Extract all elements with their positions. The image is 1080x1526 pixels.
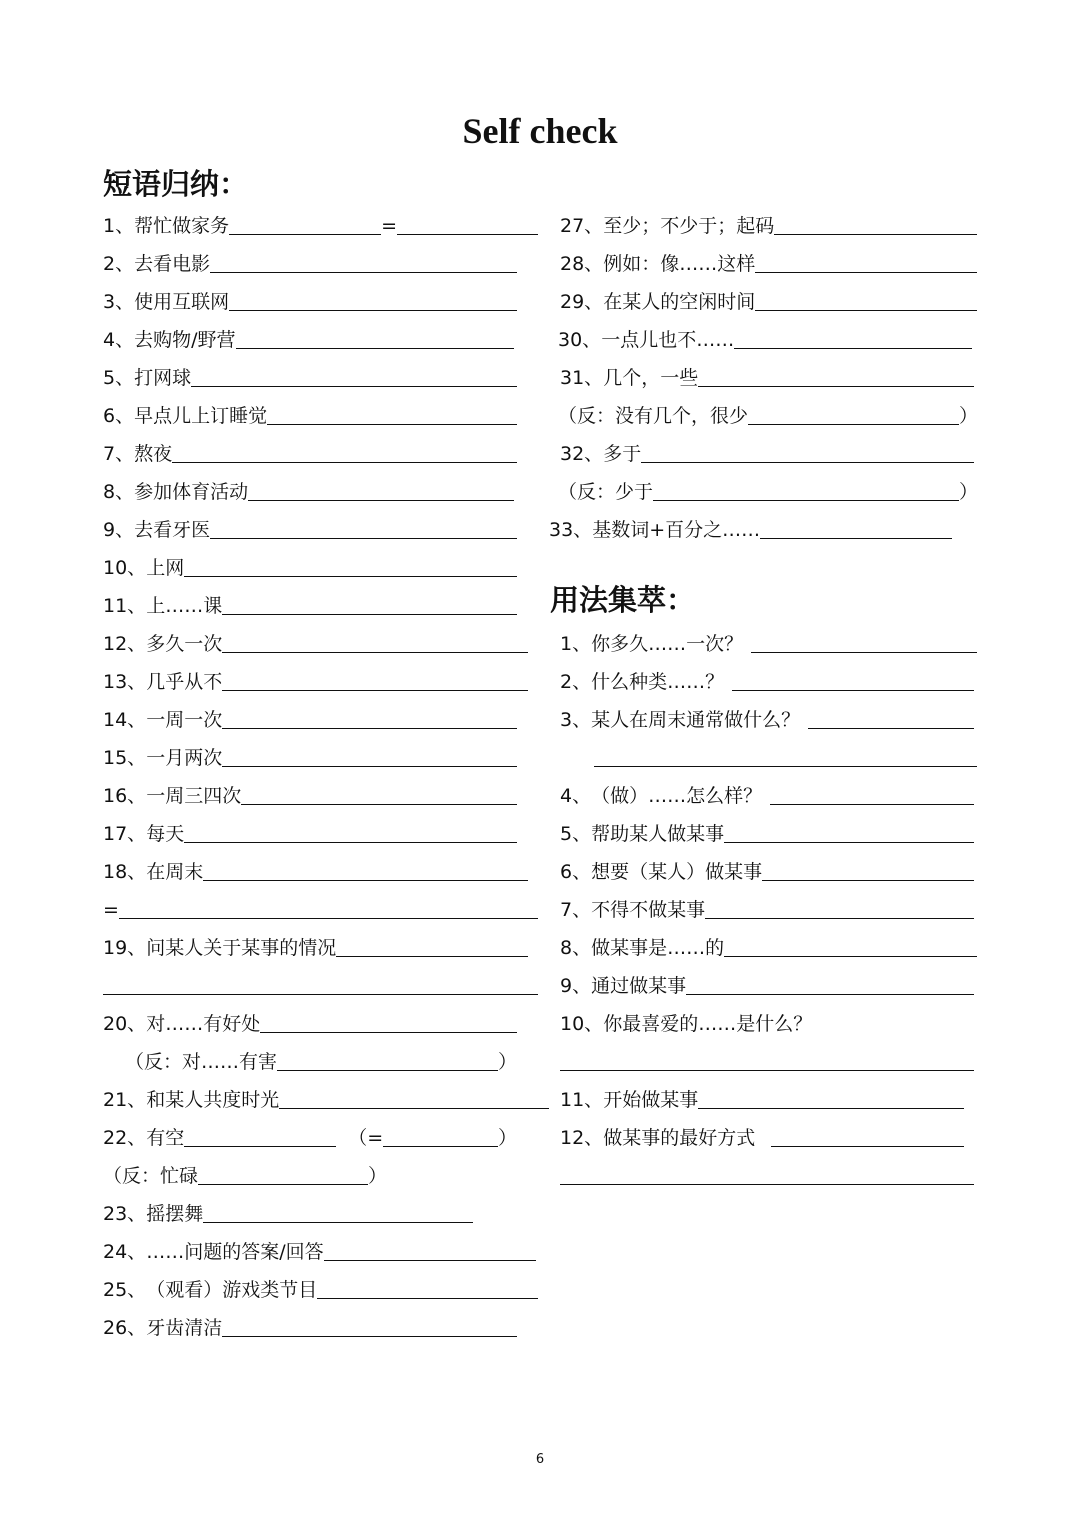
- item-number: 25、: [103, 1279, 147, 1301]
- answer-blank[interactable]: [229, 233, 381, 235]
- answer-blank[interactable]: [184, 575, 517, 577]
- phrase-item-19-continuation: [103, 958, 538, 996]
- phrase-item-32: [560, 426, 974, 464]
- item-number: 28、: [560, 253, 604, 275]
- item-text: （反：没有几个，很少: [558, 405, 749, 427]
- phrase-item-23: [103, 1186, 473, 1224]
- item-text: 每天: [146, 823, 185, 845]
- item-text: 几个，一些: [603, 367, 699, 389]
- item-number: 2、: [560, 671, 592, 693]
- phrase-item-11: [103, 578, 517, 616]
- item-text: 多于: [603, 443, 642, 465]
- answer-blank[interactable]: [397, 233, 538, 235]
- usage-item-10: [560, 996, 974, 1034]
- item-text: 去看牙医: [134, 519, 211, 541]
- section-heading-usage: 用法集萃：: [550, 583, 696, 617]
- item-text: 问某人关于某事的情况: [146, 937, 337, 959]
- item-text: 帮忙做家务: [134, 215, 230, 237]
- item-text: 你最喜爱的……是什么？: [603, 1013, 813, 1035]
- phrase-item-7: [103, 426, 517, 464]
- item-number: 1、: [560, 633, 592, 655]
- answer-blank[interactable]: [705, 917, 974, 919]
- item-text: 想要（某人）做某事: [591, 861, 763, 883]
- item-number: 9、: [560, 975, 592, 997]
- item-number: 12、: [103, 633, 147, 655]
- answer-blank[interactable]: [103, 993, 538, 995]
- item-text: 牙齿清洁: [146, 1317, 223, 1339]
- answer-blank[interactable]: [748, 423, 959, 425]
- answer-blank[interactable]: [732, 689, 974, 691]
- item-number: 2、: [103, 253, 135, 275]
- item-number: 15、: [103, 747, 147, 769]
- item-text: 例如：像……这样: [603, 253, 756, 275]
- answer-blank[interactable]: [203, 1221, 473, 1223]
- usage-item-3: [560, 692, 974, 730]
- answer-blank[interactable]: [336, 955, 528, 957]
- answer-blank[interactable]: [236, 347, 515, 349]
- item-number: 19、: [103, 937, 147, 959]
- answer-blank[interactable]: [210, 271, 517, 273]
- phrase-item-4: [103, 312, 514, 350]
- item-number: 24、: [103, 1241, 147, 1263]
- phrase-item-3: [103, 274, 517, 312]
- answer-blank[interactable]: [260, 1031, 517, 1033]
- item-text: 帮助某人做某事: [591, 823, 725, 845]
- item-number: 23、: [103, 1203, 147, 1225]
- answer-blank[interactable]: [762, 879, 974, 881]
- item-text: 摇摆舞: [146, 1203, 204, 1225]
- item-text: 早点儿上订睡觉: [134, 405, 268, 427]
- usage-item-6: [560, 844, 974, 882]
- item-text: 一周一次: [146, 709, 223, 731]
- item-number: 8、: [560, 937, 592, 959]
- phrase-item-24: [103, 1224, 536, 1262]
- item-number: 7、: [103, 443, 135, 465]
- item-number: 4、: [560, 785, 592, 807]
- answer-blank[interactable]: [119, 917, 538, 919]
- item-text: 什么种类……？: [591, 671, 725, 693]
- phrase-item-13: [103, 654, 528, 692]
- phrase-item-12: [103, 616, 528, 654]
- item-number: 5、: [103, 367, 135, 389]
- usage-item-1: [560, 616, 977, 654]
- answer-blank[interactable]: [383, 1145, 498, 1147]
- usage-item-5: [560, 806, 974, 844]
- item-text: 参加体育活动: [134, 481, 249, 503]
- item-text: 某人在周末通常做什么？: [591, 709, 801, 731]
- close-paren: ）: [958, 481, 978, 503]
- item-number: 7、: [560, 899, 592, 921]
- answer-blank[interactable]: [172, 461, 517, 463]
- answer-blank[interactable]: [248, 499, 514, 501]
- item-number: 6、: [560, 861, 592, 883]
- page-title: Self check: [462, 111, 618, 151]
- answer-blank[interactable]: [594, 765, 977, 767]
- item-number: 27、: [560, 215, 604, 237]
- close-paren: ）: [497, 1051, 517, 1073]
- item-number: 3、: [103, 291, 135, 313]
- phrase-item-14: [103, 692, 517, 730]
- phrase-item-31-antonym: [558, 388, 978, 426]
- answer-blank[interactable]: [324, 1259, 536, 1261]
- item-text: 使用互联网: [134, 291, 230, 313]
- item-text: （反：忙碌: [103, 1165, 199, 1187]
- phrase-item-29: [560, 274, 977, 312]
- item-number: 26、: [103, 1317, 147, 1339]
- item-number: 11、: [103, 595, 147, 617]
- item-text: 基数词+百分之……: [592, 519, 761, 541]
- item-number: 29、: [560, 291, 604, 313]
- answer-blank[interactable]: [770, 803, 974, 805]
- item-text: 做某事是……的: [591, 937, 725, 959]
- answer-blank[interactable]: [191, 385, 517, 387]
- item-number: 33、: [549, 519, 593, 541]
- usage-item-7: [560, 882, 974, 920]
- item-number: 32、: [560, 443, 604, 465]
- phrase-item-33: [549, 502, 952, 540]
- item-text: 和某人共度时光: [146, 1089, 280, 1111]
- item-text: 多久一次: [146, 633, 223, 655]
- answer-blank[interactable]: [222, 689, 528, 691]
- item-number: 5、: [560, 823, 592, 845]
- item-number: 12、: [560, 1127, 604, 1149]
- item-text: 不得不做某事: [591, 899, 706, 921]
- usage-item-11: [560, 1072, 964, 1110]
- item-text: 对……有好处: [146, 1013, 261, 1035]
- item-text: 做某事的最好方式: [603, 1127, 756, 1149]
- phrase-item-27: [560, 198, 977, 236]
- item-text: 几乎从不: [146, 671, 223, 693]
- answer-blank[interactable]: [774, 233, 977, 235]
- phrase-item-18-equivalent: [103, 882, 538, 920]
- phrase-item-21: [103, 1072, 549, 1110]
- item-text: 去购物/野营: [134, 329, 236, 351]
- answer-blank[interactable]: [267, 423, 517, 425]
- phrase-item-18: [103, 844, 528, 882]
- answer-blank[interactable]: [277, 1069, 498, 1071]
- phrase-item-16: [103, 768, 517, 806]
- item-number: 22、: [103, 1127, 147, 1149]
- item-text: （做）……怎么样？: [591, 785, 763, 807]
- answer-blank[interactable]: [755, 309, 977, 311]
- item-number: 4、: [103, 329, 135, 351]
- answer-blank[interactable]: [641, 461, 974, 463]
- phrase-item-22: [103, 1110, 517, 1148]
- answer-blank[interactable]: [755, 271, 977, 273]
- item-number: 20、: [103, 1013, 147, 1035]
- answer-blank[interactable]: [760, 537, 952, 539]
- item-number: 10、: [103, 557, 147, 579]
- answer-blank[interactable]: [560, 1069, 974, 1071]
- phrase-item-26: [103, 1300, 517, 1338]
- close-paren: ）: [367, 1165, 387, 1187]
- item-text: 你多久……一次？: [591, 633, 744, 655]
- answer-blank[interactable]: [222, 651, 528, 653]
- item-number: 6、: [103, 405, 135, 427]
- phrase-item-5: [103, 350, 517, 388]
- answer-blank[interactable]: [222, 613, 517, 615]
- phrase-item-10: [103, 540, 517, 578]
- item-number: 1、: [103, 215, 135, 237]
- item-number: 3、: [560, 709, 592, 731]
- answer-blank[interactable]: [184, 1145, 336, 1147]
- close-paren: ）: [958, 405, 978, 427]
- item-text: ……问题的答案/回答: [146, 1241, 324, 1263]
- answer-blank[interactable]: [686, 993, 974, 995]
- answer-blank[interactable]: [241, 803, 517, 805]
- equals-sign: =: [103, 899, 119, 921]
- answer-blank[interactable]: [734, 347, 972, 349]
- answer-blank[interactable]: [210, 537, 517, 539]
- phrase-item-15: [103, 730, 517, 768]
- item-text: 去看电影: [134, 253, 211, 275]
- phrase-item-20: [103, 996, 517, 1034]
- usage-item-2: [560, 654, 974, 692]
- item-text: 至少；不少于；起码: [603, 215, 775, 237]
- item-text: 一周三四次: [146, 785, 242, 807]
- answer-blank[interactable]: [698, 385, 974, 387]
- close-paren: ）: [497, 1127, 517, 1149]
- answer-blank[interactable]: [751, 651, 977, 653]
- item-text: 上……课: [146, 595, 223, 617]
- phrase-item-32-antonym: [558, 464, 978, 502]
- phrase-item-28: [560, 236, 977, 274]
- phrase-item-19: [103, 920, 528, 958]
- answer-blank[interactable]: [724, 955, 977, 957]
- answer-blank[interactable]: [771, 1145, 964, 1147]
- item-text: （反：对……有害: [125, 1051, 278, 1073]
- item-number: 14、: [103, 709, 147, 731]
- item-text: 通过做某事: [591, 975, 687, 997]
- phrase-item-31: [560, 350, 974, 388]
- item-number: 30、: [558, 329, 602, 351]
- answer-blank[interactable]: [222, 765, 517, 767]
- answer-blank[interactable]: [698, 1107, 964, 1109]
- item-text: 有空: [146, 1127, 185, 1149]
- item-number: 16、: [103, 785, 147, 807]
- answer-blank[interactable]: [724, 841, 974, 843]
- phrase-item-1: [103, 198, 538, 236]
- answer-blank[interactable]: [222, 727, 517, 729]
- phrase-item-8: [103, 464, 514, 502]
- item-number: 21、: [103, 1089, 147, 1111]
- answer-blank[interactable]: [203, 879, 528, 881]
- item-text: （反：少于: [558, 481, 654, 503]
- item-number: 18、: [103, 861, 147, 883]
- answer-blank[interactable]: [222, 1335, 517, 1337]
- item-number: 10、: [560, 1013, 604, 1035]
- phrase-item-22-antonym: [103, 1148, 387, 1186]
- item-number: 31、: [560, 367, 604, 389]
- item-text: 在某人的空闲时间: [603, 291, 756, 313]
- item-number: 8、: [103, 481, 135, 503]
- usage-item-4: [560, 768, 974, 806]
- item-text: 一点儿也不……: [601, 329, 735, 351]
- phrase-item-20-antonym: [125, 1034, 517, 1072]
- item-number: 17、: [103, 823, 147, 845]
- answer-blank[interactable]: [229, 309, 517, 311]
- answer-blank[interactable]: [198, 1183, 368, 1185]
- answer-blank[interactable]: [560, 1183, 974, 1185]
- usage-item-9: [560, 958, 974, 996]
- phrase-item-6: [103, 388, 517, 426]
- usage-item-12: [560, 1110, 964, 1148]
- answer-blank[interactable]: [653, 499, 959, 501]
- usage-item-3-continuation: [594, 730, 977, 768]
- phrase-item-2: [103, 236, 517, 274]
- item-text: 熬夜: [134, 443, 173, 465]
- item-number: 11、: [560, 1089, 604, 1111]
- item-number: 13、: [103, 671, 147, 693]
- equals-sign: =: [381, 215, 398, 237]
- item-number: 9、: [103, 519, 135, 541]
- item-text: 上网: [146, 557, 185, 579]
- item-text: 开始做某事: [603, 1089, 699, 1111]
- phrase-item-30: [558, 312, 972, 350]
- page-number: 6: [535, 1452, 545, 1467]
- answer-blank[interactable]: [184, 841, 517, 843]
- phrase-item-25: [103, 1262, 538, 1300]
- phrase-item-17: [103, 806, 517, 844]
- section-heading-phrases: 短语归纳：: [103, 167, 249, 201]
- usage-item-10-continuation: [560, 1034, 974, 1072]
- item-text: 一月两次: [146, 747, 223, 769]
- item-text: 打网球: [134, 367, 192, 389]
- answer-blank[interactable]: [808, 727, 974, 729]
- equals-paren: （=: [348, 1127, 384, 1149]
- answer-blank[interactable]: [279, 1107, 549, 1109]
- item-text: （观看）游戏类节目: [146, 1279, 318, 1301]
- usage-item-12-continuation: [560, 1148, 974, 1186]
- item-text: 在周末: [146, 861, 204, 883]
- phrase-item-9: [103, 502, 517, 540]
- usage-item-8: [560, 920, 977, 958]
- answer-blank[interactable]: [317, 1297, 538, 1299]
